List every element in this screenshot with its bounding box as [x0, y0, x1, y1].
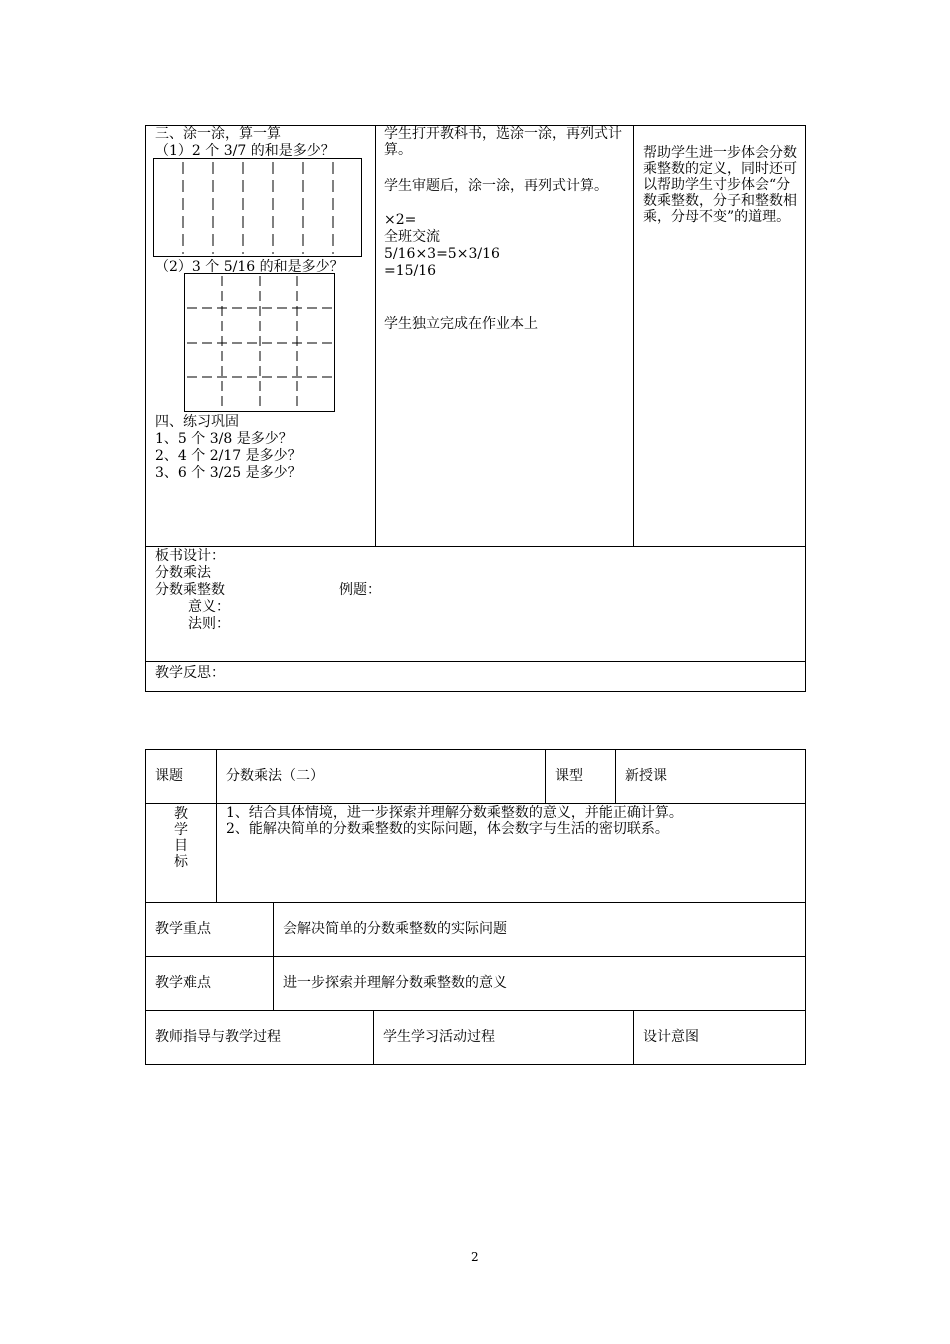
student-activity-2: 学生审题后，涂一涂，再列式计算。: [384, 178, 608, 194]
exercise-2: 2、4 个 2/17 是多少？: [155, 448, 302, 464]
topic-value: 分数乘法（二）: [226, 768, 324, 784]
exercise-3: 3、6 个 3/25 是多少？: [155, 465, 302, 481]
question-1: （1）2 个 3/7 的和是多少？: [155, 143, 335, 159]
student-calc-1: 5/16×3=5×3/16: [384, 246, 500, 262]
exercise-1: 1、5 个 3/8 是多少？: [155, 431, 293, 447]
goals-label-char-3: 目: [174, 838, 188, 854]
student-activity-1: 学生打开教科书，选涂一涂，再列式计算。: [384, 126, 622, 158]
question-2: （2）3 个 5/16 的和是多少？: [155, 259, 344, 275]
goals-label-char-2: 学: [174, 822, 188, 838]
difficulty-value: 进一步探索并理解分数乘整数的意义: [283, 975, 507, 991]
board-rule: 法则：: [188, 616, 230, 632]
fraction-grid-sevenths: [153, 158, 363, 258]
student-calc-times2: ×2=: [384, 212, 417, 228]
goals-label-char-1: 教: [174, 806, 188, 822]
board-line-1: 分数乘法: [155, 565, 211, 581]
page-number: 2: [471, 1250, 479, 1264]
difficulty-label: 教学难点: [155, 975, 211, 991]
lesson-type-value: 新授课: [625, 768, 667, 784]
board-design-title: 板书设计：: [155, 548, 225, 564]
board-meaning: 意义：: [188, 599, 230, 615]
design-intent: 帮助学生进一步体会分数乘整数的定义，同时还可以帮助学生寸步体会“分数乘整数，分子和整数相乘，分母不变”的道理。: [643, 145, 797, 225]
goal-1: 1、结合具体情境，进一步探索并理解分数乘整数的意义，并能正确计算。: [226, 805, 683, 821]
goals-label-char-4: 标: [174, 854, 188, 870]
key-point-value: 会解决简单的分数乘整数的实际问题: [283, 921, 507, 937]
fraction-grid-sixteenths: [184, 273, 336, 413]
student-exchange: 全班交流: [384, 229, 440, 245]
board-line-2: 分数乘整数: [155, 582, 225, 598]
goal-2: 2、能解决简单的分数乘整数的实际问题，体会数字与生活的密切联系。: [226, 821, 669, 837]
board-example: 例题：: [339, 582, 381, 598]
section3-title: 三、涂一涂，算一算: [155, 126, 281, 142]
student-activity-3: 学生独立完成在作业本上: [384, 316, 538, 332]
design-intent-header: 设计意图: [643, 1029, 699, 1045]
teacher-process-header: 教师指导与教学过程: [155, 1029, 281, 1045]
section4-title: 四、练习巩固: [155, 414, 239, 430]
teaching-reflection: 教学反思：: [155, 665, 225, 681]
key-point-label: 教学重点: [155, 921, 211, 937]
lesson-type-label: 课型: [555, 768, 583, 784]
student-process-header: 学生学习活动过程: [383, 1029, 495, 1045]
topic-label: 课题: [155, 768, 183, 784]
student-calc-2: =15/16: [384, 263, 437, 279]
